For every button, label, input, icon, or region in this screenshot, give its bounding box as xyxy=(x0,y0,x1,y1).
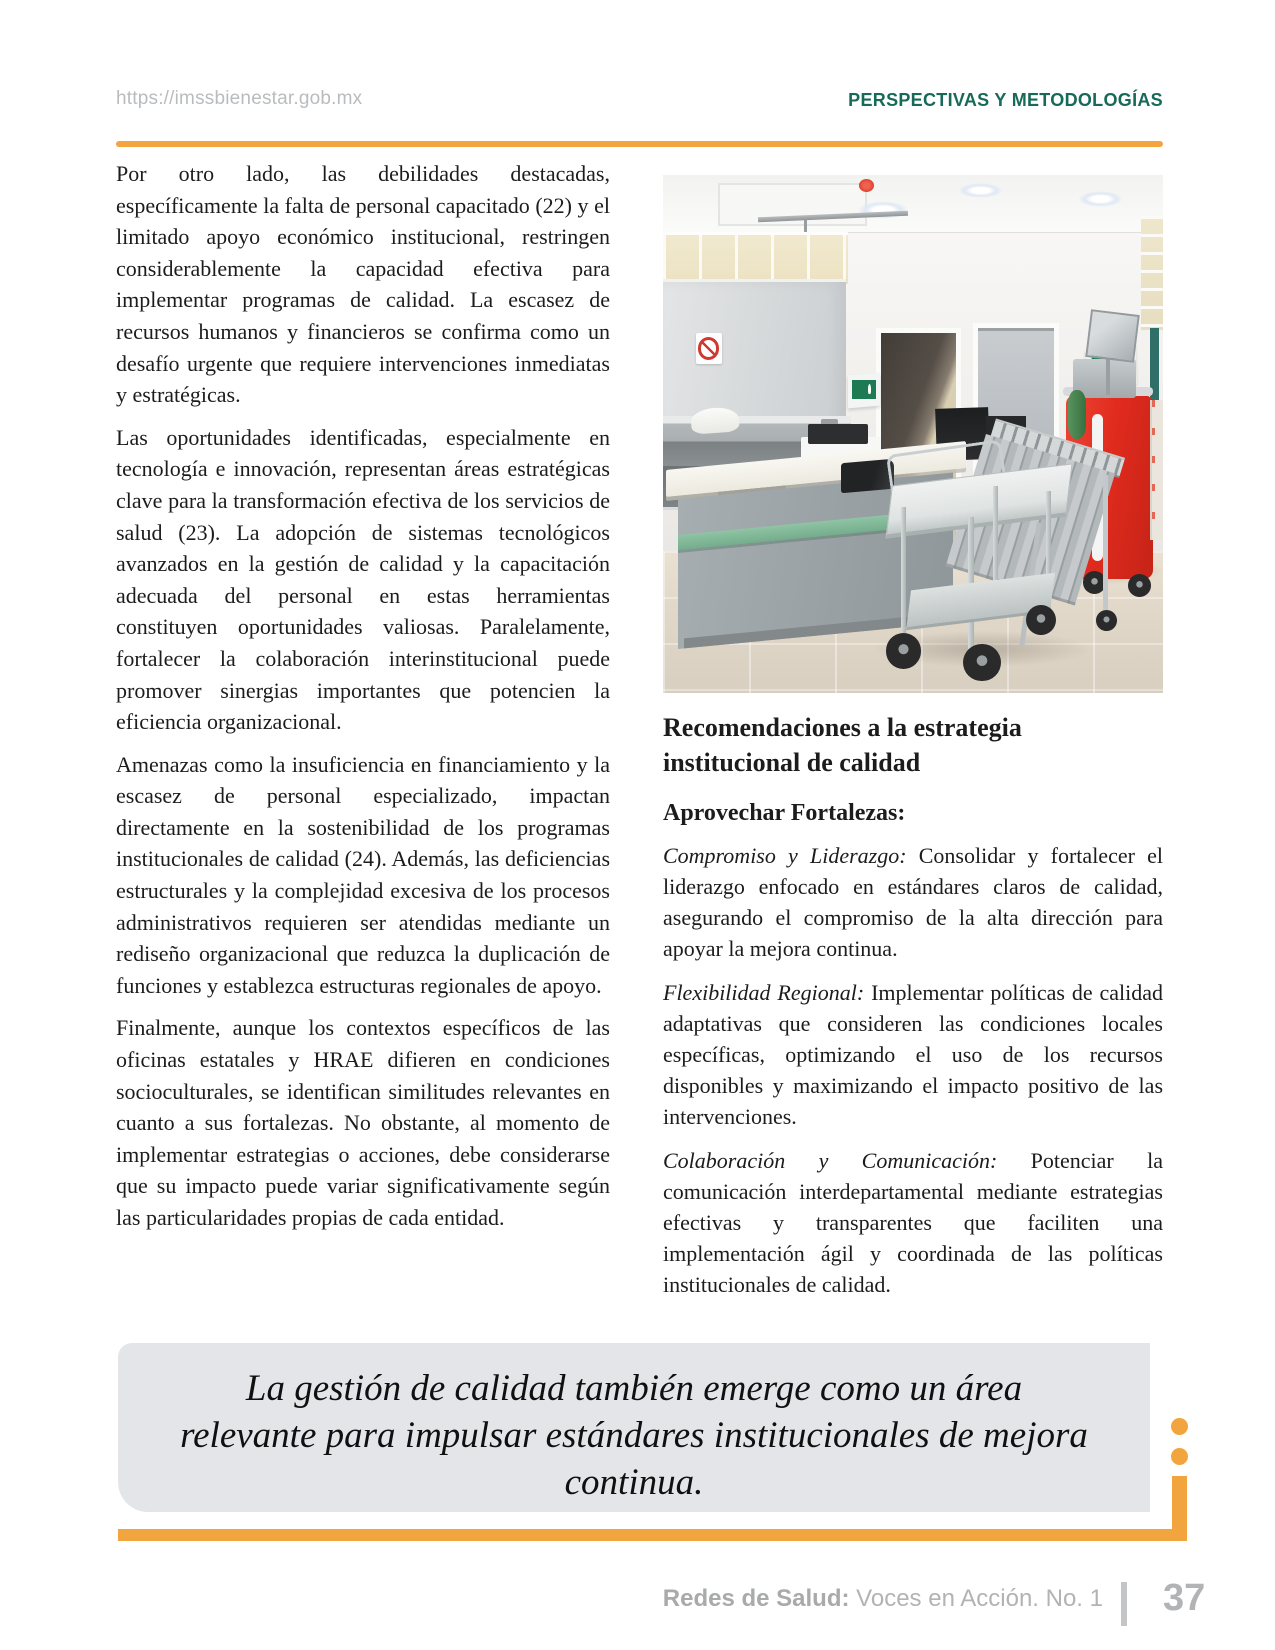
page-number: 37 xyxy=(1163,1577,1206,1619)
photo-ceiling-light xyxy=(1078,191,1123,208)
photo-caster-wheel xyxy=(963,644,1001,681)
orange-dot xyxy=(1171,1448,1188,1465)
photo-caster-wheel xyxy=(1026,605,1056,635)
orange-dot xyxy=(1171,1418,1188,1435)
footer-journal-title xyxy=(663,1585,1103,1613)
right-column xyxy=(663,710,1163,1313)
recommendation-text: Potenciar la comunicación interdepartamental mediante estrategias efectivas y transparentes que faciliten una implementación ágil y coordinada de las políticas institucionales de calidad. xyxy=(663,1148,1163,1297)
photo-side-cart xyxy=(1150,400,1163,540)
recommendations-heading: Recomendaciones a la estrategia institucional de calidad xyxy=(663,713,1022,777)
section-title: PERSPECTIVAS Y METODOLOGÍAS xyxy=(848,90,1163,110)
recommendation-text: Consolidar y fortalecer el liderazgo enfocado en estándares claros de calidad, asegurando el compromiso de la alta dirección para apoyar la mejora continua. xyxy=(663,843,1163,961)
photo-caster-wheel xyxy=(1096,610,1117,631)
strengths-subheading: Aprovechar Fortalezas: xyxy=(663,800,906,826)
recommendation-text: Implementar políticas de calidad adaptativas que consideren las condiciones locales específicas, optimizando el uso de los recursos disponibles y maximizando el impacto positivo de las intervenciones. xyxy=(663,980,1163,1129)
photo-caster-wheel xyxy=(886,633,921,668)
recommendation-lead: Compromiso y Liderazgo: xyxy=(663,843,907,868)
paragraph: Amenazas como la insuficiencia en financiamiento y la escasez de personal especializado, impactan directamente en la sostenibilidad de los programas institucionales de calidad (24). Además, las deficiencias estructurales y la complejidad excesiva de los procesos administrativos requieren ser atendidas mediante un rediseño organizacional que reduzca la duplicación de funciones y establezca estructuras regionales de apoyo. xyxy=(116,751,610,998)
paragraph: Por otro lado, las debilidades destacadas, específicamente la falta de personal capacitado (22) y el limitado apoyo económico institucional, restringen considerablemente la capacidad efectiva para implementar programas de calidad. La escasez de recursos humanos y financieros se confirma como un desafío urgente que requiere intervenciones inmediatas y estratégicas. xyxy=(116,161,610,408)
footer-separator xyxy=(1121,1582,1127,1626)
photo-cart-leg xyxy=(901,507,907,647)
photo-clerestory-window xyxy=(1141,216,1163,330)
header-rule xyxy=(116,141,1163,147)
photo-no-smoking-sign xyxy=(696,333,722,364)
orange-corner-bar-horizontal xyxy=(118,1529,1187,1541)
photo-green-restroom-sign xyxy=(848,374,880,407)
photo-telephone xyxy=(841,459,894,494)
header-url: https://imssbienestar.gob.mx xyxy=(116,88,363,109)
pull-quote-text: La gestión de calidad también emerge como un área relevante para impulsar estándares institucionales de mejora continua. xyxy=(180,1368,1088,1503)
recommendation-lead: Colaboración y Comunicación: xyxy=(663,1148,998,1173)
clinic-photo xyxy=(663,175,1163,693)
photo-smoke-detector xyxy=(859,179,874,191)
photo-vitals-monitor xyxy=(1085,309,1139,363)
paragraph: Las oportunidades identificadas, especialmente en tecnología e innovación, representan áreas estratégicas clave para la transformación efectiva de los servicios de salud (23). La adopción de sistemas tecnológicos avanzados en la gestión de calidad y la capacitación adecuada del personal en estas herramientas constituyen oportunidades valiosas. Paralelamente, fortalecer la colaboración interinstitucional puede promover sinergias importantes que potencien la eficiencia organizacional. xyxy=(116,424,610,735)
recommendation-lead: Flexibilidad Regional: xyxy=(663,980,865,1005)
photo-oxygen-tank xyxy=(1068,390,1086,439)
paragraph: Finalmente, aunque los contextos específicos de las oficinas estatales y HRAE difieren en condiciones socioculturales, se identifican similitudes relevantes en cuanto a sus fortalezas. No obstante, al momento de implementar estrategias o acciones, debe considerarse que su impacto puede variar significativamente según las particularidades propias de cada entidad. xyxy=(116,1015,610,1230)
recommendation-item xyxy=(663,977,1163,1132)
photo-printer-lid xyxy=(808,424,868,445)
pull-quote-box xyxy=(118,1343,1150,1512)
left-column xyxy=(116,158,610,1245)
footer-journal-rest: Voces en Acción. No. 1 xyxy=(849,1585,1103,1612)
photo-rack-leg xyxy=(1103,475,1108,610)
photo-caster-wheel xyxy=(1128,574,1151,597)
photo-cart-leg xyxy=(993,486,998,590)
recommendation-item xyxy=(663,1145,1163,1300)
recommendation-item xyxy=(663,840,1163,964)
footer-journal-bold: Redes de Salud: xyxy=(662,1585,850,1612)
